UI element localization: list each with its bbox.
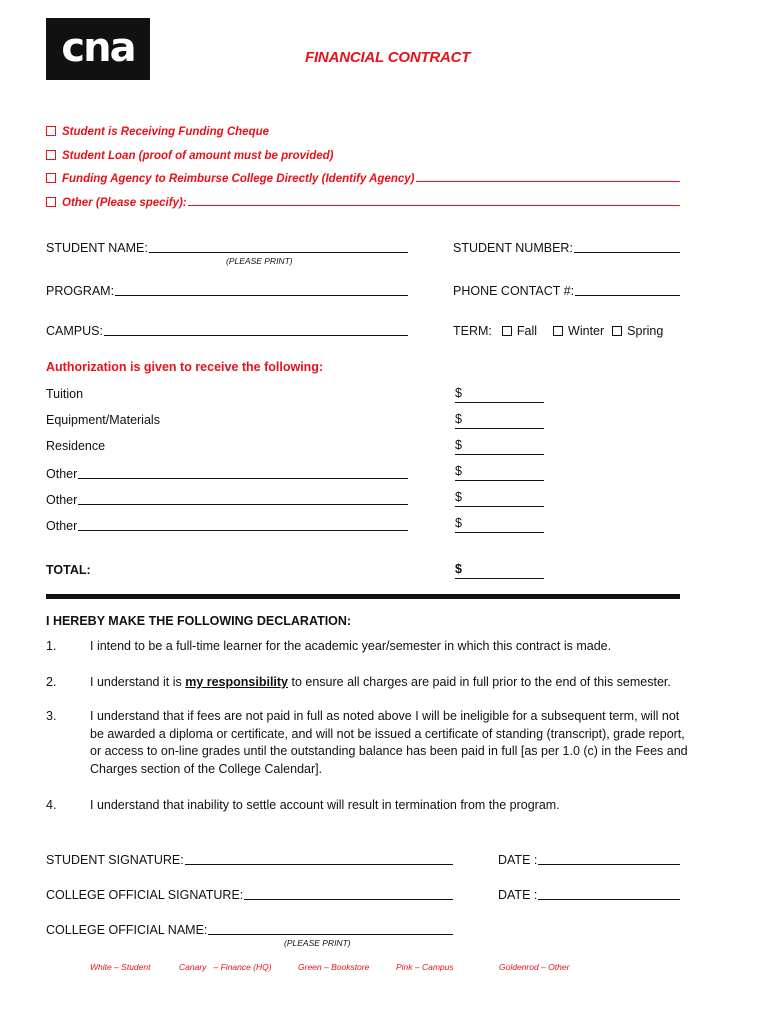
campus-label: CAMPUS: (46, 324, 103, 338)
student-name-label: STUDENT NAME: (46, 241, 148, 255)
date-label: DATE : (498, 888, 538, 902)
phone-contact-label: PHONE CONTACT #: (453, 284, 575, 298)
term-option-fall[interactable] (502, 324, 537, 338)
student-signature-field[interactable] (46, 849, 453, 867)
item-tuition: Tuition (46, 387, 84, 401)
checkbox-icon[interactable] (46, 173, 56, 183)
student-number-label: STUDENT NUMBER: (453, 241, 573, 255)
term-label: TERM: (453, 324, 492, 338)
date-field-student[interactable] (498, 849, 680, 867)
term-option-spring[interactable] (612, 324, 663, 338)
student-signature-line[interactable] (185, 864, 453, 865)
date-label: DATE : (498, 853, 538, 867)
copy-goldenrod: Goldenrod – Other (499, 962, 570, 972)
college-official-name-field[interactable] (46, 919, 453, 937)
copy-pink: Pink – Campus (396, 962, 454, 972)
option-label: Student is Receiving Funding Cheque (62, 126, 270, 138)
option-student-loan[interactable] (46, 144, 334, 162)
currency-label: $ (455, 490, 462, 504)
item-other-1[interactable] (46, 463, 408, 481)
declaration-text-part: to ensure all charges are paid in full prior to the end of this semester. (288, 675, 671, 689)
date-line[interactable] (538, 899, 680, 900)
college-signature-label: COLLEGE OFFICIAL SIGNATURE: (46, 888, 244, 902)
declaration-number: 1. (46, 639, 57, 653)
declaration-number: 3. (46, 709, 57, 723)
other-input-line[interactable] (188, 205, 680, 206)
term-option-label: Winter (568, 324, 605, 338)
checkbox-icon[interactable] (46, 150, 56, 160)
checkbox-icon[interactable] (502, 326, 512, 336)
checkbox-icon[interactable] (46, 126, 56, 136)
total-label: TOTAL: (46, 563, 91, 577)
program-field[interactable] (46, 280, 408, 298)
declaration-text (90, 674, 690, 692)
program-line[interactable] (115, 295, 408, 296)
student-signature-label: STUDENT SIGNATURE: (46, 853, 184, 867)
amount-total[interactable] (455, 562, 544, 579)
college-official-name-line[interactable] (208, 934, 453, 935)
term-option-winter[interactable] (553, 324, 604, 338)
date-field-college[interactable] (498, 884, 680, 902)
option-label: Other (Please specify): (62, 197, 187, 209)
option-label: Funding Agency to Reimburse College Directly (Identify Agency) (62, 173, 415, 185)
declaration-text: I intend to be a full-time learner for the academic year/semester in which this contract is made. (90, 639, 612, 653)
student-number-field[interactable] (453, 237, 680, 255)
student-number-line[interactable] (574, 252, 680, 253)
amount-other-1[interactable] (455, 464, 544, 481)
agency-input-line[interactable] (416, 181, 680, 182)
copy-canary: Canary – Finance (HQ) (179, 962, 272, 972)
amount-other-2[interactable] (455, 490, 544, 507)
term-field (453, 320, 663, 338)
currency-label: $ (455, 464, 462, 478)
option-other[interactable] (46, 191, 680, 209)
authorization-heading: Authorization is given to receive the following: (46, 360, 324, 374)
option-funding-cheque[interactable] (46, 120, 269, 138)
option-funding-agency[interactable] (46, 167, 680, 185)
item-other-3[interactable] (46, 515, 408, 533)
college-signature-field[interactable] (46, 884, 453, 902)
other-line[interactable] (78, 504, 408, 505)
checkbox-icon[interactable] (46, 197, 56, 207)
phone-contact-line[interactable] (575, 295, 680, 296)
responsibility-emphasis: my responsibility (185, 675, 289, 689)
other-line[interactable] (78, 530, 408, 531)
term-option-label: Fall (516, 324, 538, 338)
currency-label: $ (455, 386, 462, 400)
amount-residence[interactable] (455, 438, 544, 455)
item-residence: Residence (46, 439, 106, 453)
copy-white: White – Student (90, 962, 151, 972)
declaration-number: 4. (46, 798, 57, 812)
college-official-name-label: COLLEGE OFFICIAL NAME: (46, 923, 208, 937)
declaration-text: I understand that if fees are not paid in full as noted above I will be ineligible for a subsequent term, will not be awarded a diploma or certificate, and will not be issued a certificate of standing (transcript), grade report, or access to on-line grades until the outstanding balance has been paid in full [as per 1.0 (c) in the Fees and Charges section of the College Calendar]. (90, 709, 688, 776)
declaration-number: 2. (46, 675, 57, 689)
date-line[interactable] (538, 864, 680, 865)
please-print-hint: (PLEASE PRINT) (284, 938, 351, 948)
declaration-text-part: I understand it is (90, 675, 186, 689)
checkbox-icon[interactable] (612, 326, 622, 336)
copy-green: Green – Bookstore (298, 962, 370, 972)
student-name-field[interactable] (46, 237, 408, 255)
currency-label: $ (455, 562, 462, 576)
campus-line[interactable] (104, 335, 408, 336)
currency-label: $ (455, 412, 462, 426)
other-label: Other (46, 493, 78, 507)
declaration-text: I understand that inability to settle account will result in termination from the program. (90, 798, 560, 812)
amount-equipment[interactable] (455, 412, 544, 429)
amount-tuition[interactable] (455, 386, 544, 403)
item-other-2[interactable] (46, 489, 408, 507)
declaration-heading: I HEREBY MAKE THE FOLLOWING DECLARATION: (46, 614, 352, 628)
cna-logo: cna (46, 18, 150, 80)
section-divider (46, 594, 680, 599)
phone-contact-field[interactable] (453, 280, 680, 298)
student-name-line[interactable] (149, 252, 408, 253)
option-label: Student Loan (proof of amount must be provided) (62, 150, 334, 162)
currency-label: $ (455, 438, 462, 452)
item-equipment: Equipment/Materials (46, 413, 160, 427)
currency-label: $ (455, 516, 462, 530)
amount-other-3[interactable] (455, 516, 544, 533)
college-signature-line[interactable] (244, 899, 453, 900)
form-title: FINANCIAL CONTRACT (305, 49, 471, 66)
please-print-hint: (PLEASE PRINT) (226, 256, 293, 266)
term-option-label: Spring (627, 324, 664, 338)
other-label: Other (46, 519, 78, 533)
other-line[interactable] (78, 478, 408, 479)
program-label: PROGRAM: (46, 284, 115, 298)
checkbox-icon[interactable] (553, 326, 563, 336)
other-label: Other (46, 467, 78, 481)
campus-field[interactable] (46, 320, 408, 338)
